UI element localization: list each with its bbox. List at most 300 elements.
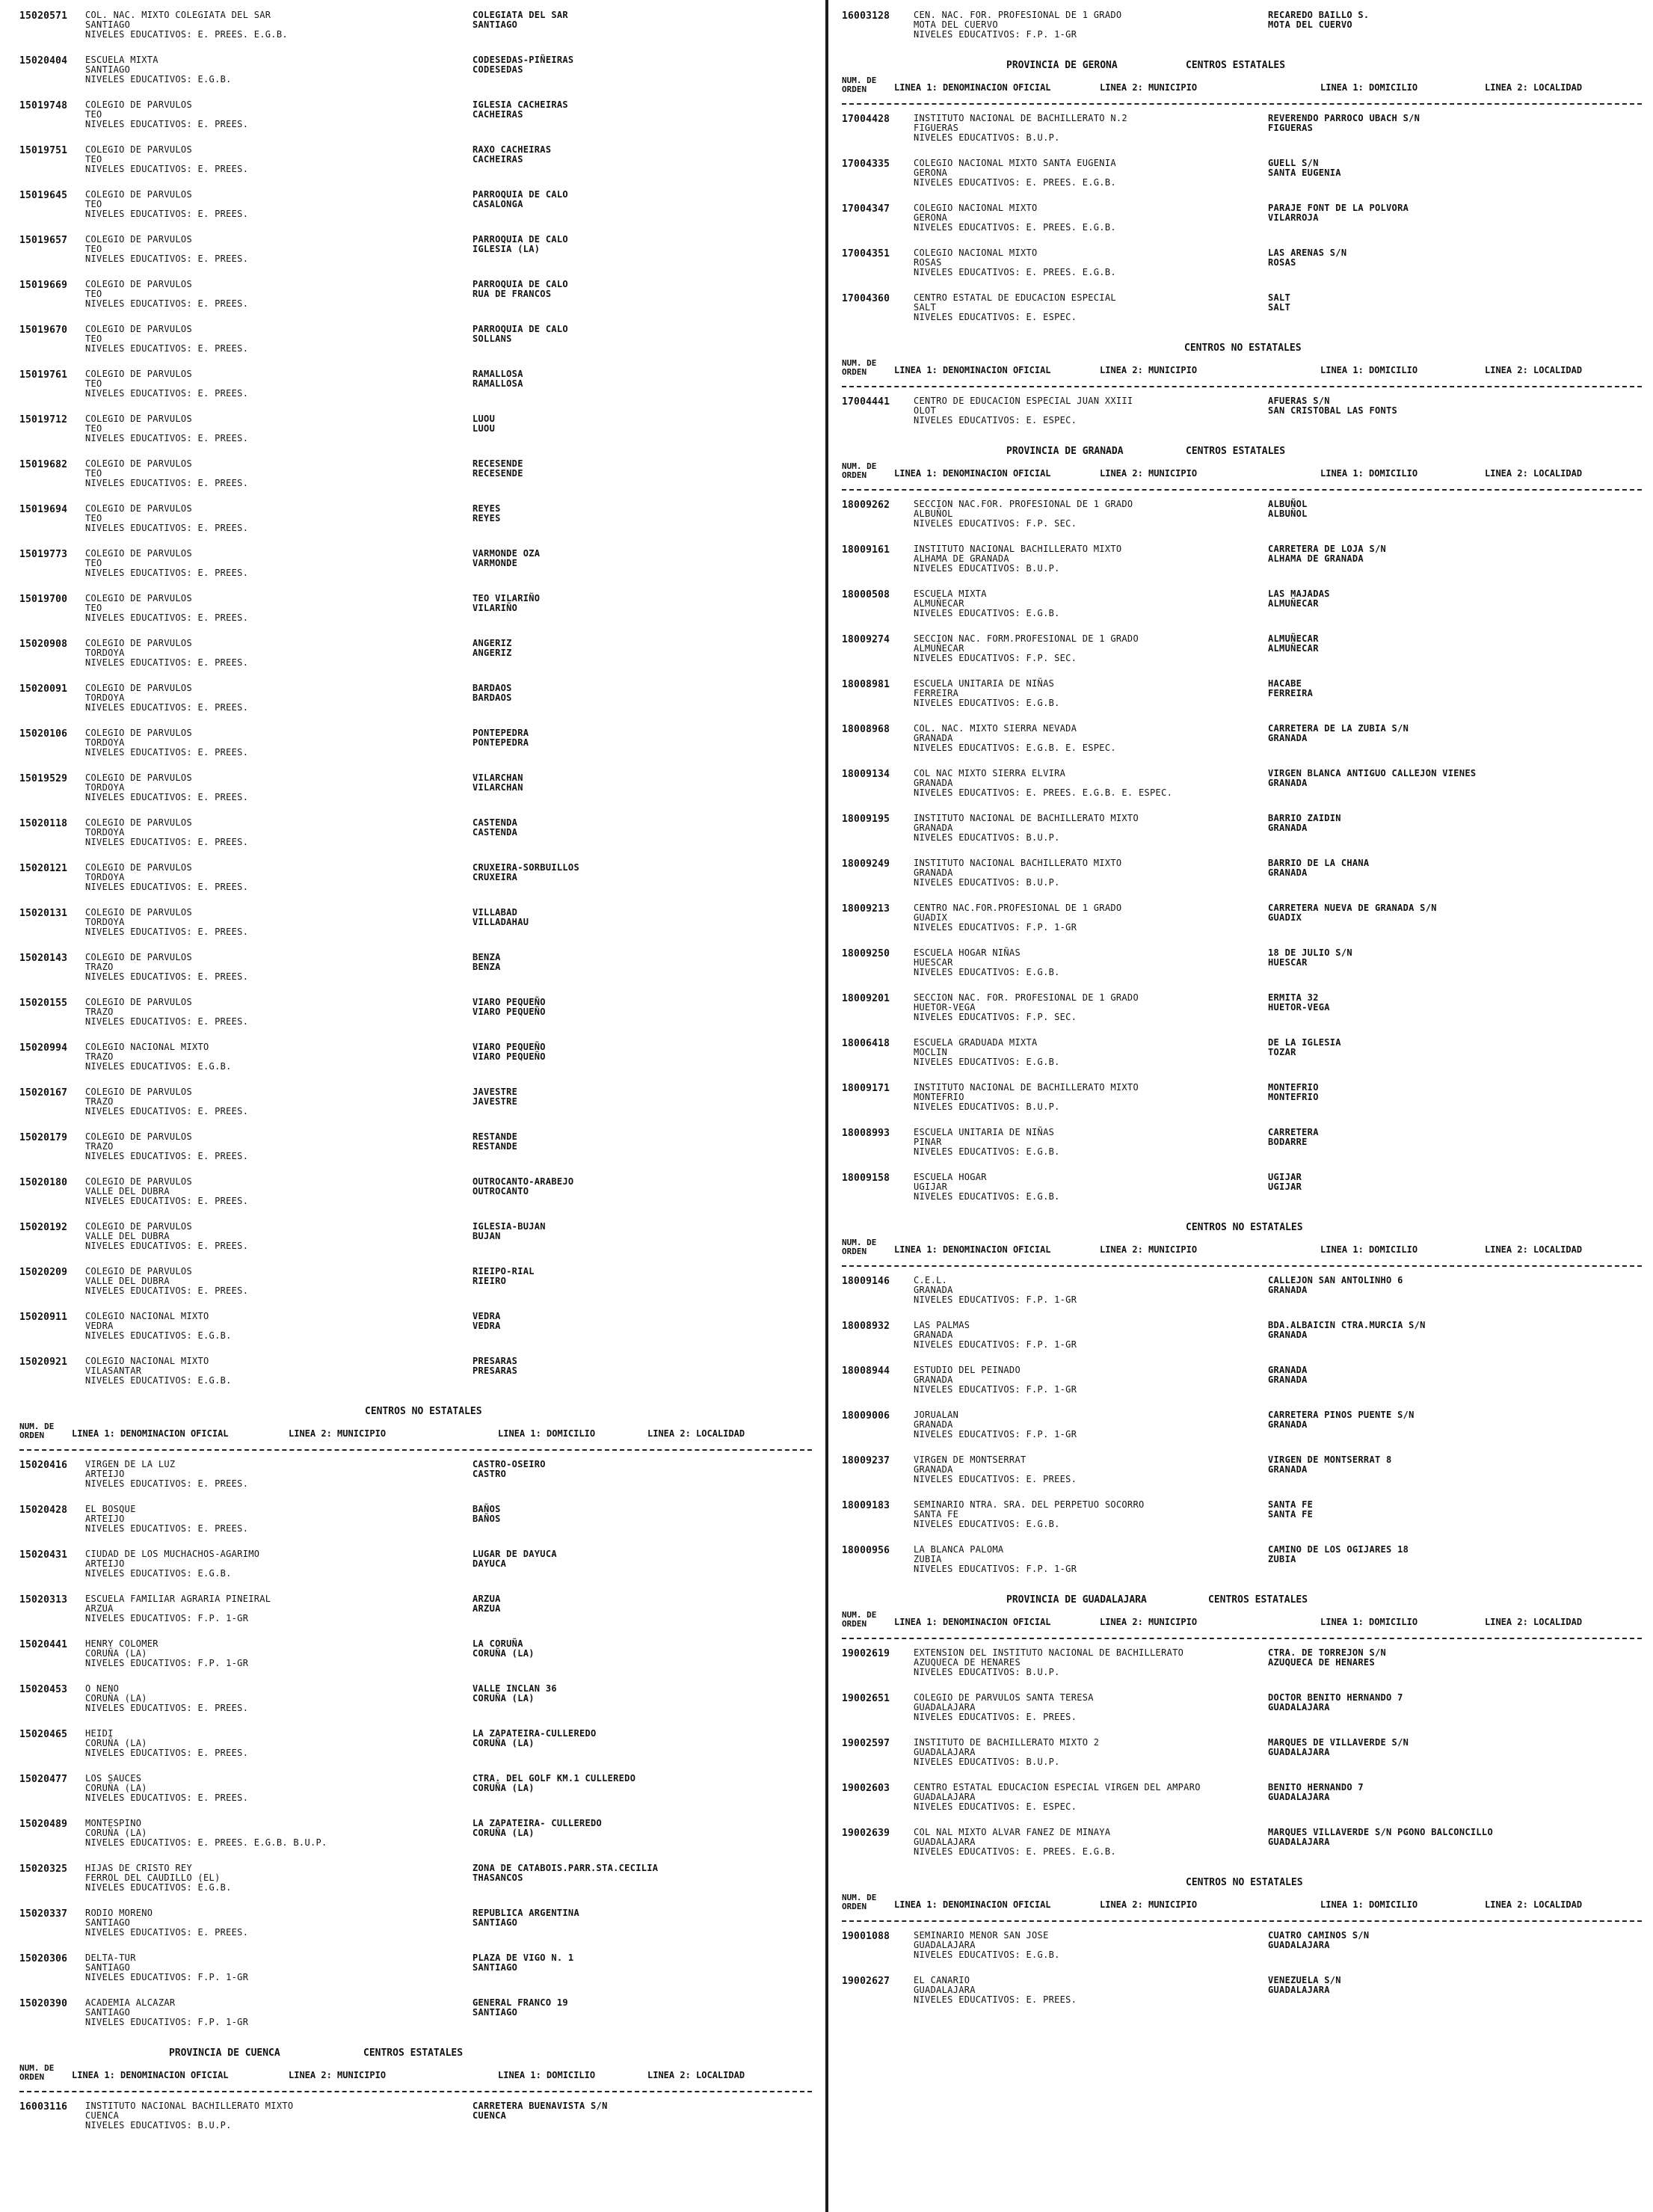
list-item bbox=[19, 1312, 812, 1357]
entry-name: ESCUELA UNITARIA DE NIÑAS PINAR NIVELES EDUCATIVOS: E.G.B. bbox=[914, 1127, 1060, 1157]
list-item bbox=[842, 634, 1642, 679]
list-item bbox=[19, 863, 812, 908]
entry-address: MONTEFRIO MONTEFRIO bbox=[1268, 1082, 1319, 1102]
header-num-orden: NUM. DE ORDEN bbox=[19, 1422, 55, 1440]
list-item bbox=[19, 1684, 812, 1729]
list-item bbox=[19, 1505, 812, 1549]
entry-name: VIRGEN DE LA LUZ ARTEIJO NIVELES EDUCATIVOS: E. PREES. bbox=[85, 1459, 249, 1489]
entry-address: CARRETERA BUENAVISTA S/N CUENCA bbox=[472, 2101, 608, 2121]
list-item bbox=[19, 1222, 812, 1267]
list-item bbox=[842, 1693, 1642, 1738]
list-item bbox=[19, 1357, 812, 1401]
guadalajara-no-estatales-list bbox=[842, 1931, 1642, 2021]
entry-code: 15020453 bbox=[19, 1684, 68, 1695]
entry-name: COL. NAC. MIXTO SIERRA NEVADA GRANADA NIVELES EDUCATIVOS: E.G.B. E. ESPEC. bbox=[914, 723, 1116, 753]
entry-address: BARRIO DE LA CHANA GRANADA bbox=[1268, 858, 1370, 878]
list-item bbox=[842, 1410, 1642, 1455]
list-item bbox=[842, 1321, 1642, 1365]
entry-address: 18 DE JULIO S/N HUESCAR bbox=[1268, 947, 1352, 968]
entry-name: COLEGIO DE PARVULOS VALLE DEL DUBRA NIVELES EDUCATIVOS: E. PREES. bbox=[85, 1266, 249, 1296]
entry-address: RECESENDE RECESENDE bbox=[472, 458, 523, 479]
entry-address: VILLABAD VILLADAHAU bbox=[472, 907, 529, 927]
list-item bbox=[842, 248, 1642, 293]
entry-code: 18008968 bbox=[842, 724, 890, 735]
entry-name: INSTITUTO NACIONAL BACHILLERATO MIXTO CUENCA NIVELES EDUCATIVOS: B.U.P. bbox=[85, 2101, 294, 2130]
entry-code: 15019529 bbox=[19, 773, 68, 784]
column-header-row bbox=[842, 75, 1642, 105]
entry-name: COLEGIO NACIONAL MIXTO TRAZO NIVELES EDUCATIVOS: E.G.B. bbox=[85, 1042, 232, 1072]
entry-address: DOCTOR BENITO HERNANDO 7 GUADALAJARA bbox=[1268, 1692, 1403, 1712]
entry-name: LA BLANCA PALOMA ZUBIA NIVELES EDUCATIVOS: F.P. 1-GR bbox=[914, 1544, 1077, 1574]
entry-address: LUOU LUOU bbox=[472, 414, 496, 434]
list-item bbox=[842, 948, 1642, 993]
header-linea2-municipio: LINEA 2: MUNICIPIO bbox=[1100, 365, 1198, 375]
entry-code: 15019748 bbox=[19, 100, 68, 111]
list-item bbox=[842, 1545, 1642, 1590]
gerona-no-estatales-list bbox=[842, 396, 1642, 441]
entry-address: VIRGEN BLANCA ANTIGUO CALLEJON VIENES GRANADA bbox=[1268, 768, 1477, 788]
entry-address: BARRIO ZAIDIN GRANADA bbox=[1268, 813, 1341, 833]
entry-address: VEDRA VEDRA bbox=[472, 1311, 501, 1331]
entry-address: GRANADA GRANADA bbox=[1268, 1365, 1308, 1385]
entry-name: ESCUELA UNITARIA DE NIÑAS FERREIRA NIVELES EDUCATIVOS: E.G.B. bbox=[914, 678, 1060, 708]
entry-address: CUATRO CAMINOS S/N GUADALAJARA bbox=[1268, 1930, 1370, 1950]
entry-code: 18009183 bbox=[842, 1500, 890, 1511]
entry-address: IGLESIA CACHEIRAS CACHEIRAS bbox=[472, 99, 568, 120]
entry-name: COLEGIO DE PARVULOS TEO NIVELES EDUCATIVOS: E. PREES. bbox=[85, 234, 249, 264]
list-item bbox=[842, 1173, 1642, 1217]
entry-code: 15020477 bbox=[19, 1774, 68, 1785]
list-item bbox=[842, 293, 1642, 338]
gerona-estatales-list bbox=[842, 114, 1642, 338]
section-title bbox=[842, 1217, 1642, 1237]
list-item bbox=[842, 1976, 1642, 2021]
entry-code: 15019645 bbox=[19, 190, 68, 201]
entry-address: IGLESIA-BUJAN BUJAN bbox=[472, 1221, 546, 1241]
list-item bbox=[19, 773, 812, 818]
entry-code: 15019694 bbox=[19, 504, 68, 515]
list-item bbox=[19, 1953, 812, 1998]
entry-address: ALMUÑECAR ALMUÑECAR bbox=[1268, 633, 1319, 654]
entry-address: HACABE FERREIRA bbox=[1268, 678, 1314, 698]
list-item bbox=[842, 1828, 1642, 1872]
list-item bbox=[19, 504, 812, 549]
entry-name: COLEGIO DE PARVULOS TEO NIVELES EDUCATIVOS: E. PREES. bbox=[85, 279, 249, 309]
right-column bbox=[842, 10, 1642, 2021]
entry-code: 15020431 bbox=[19, 1549, 68, 1561]
list-item bbox=[19, 145, 812, 190]
entry-name: CENTRO ESTATAL EDUCACION ESPECIAL VIRGEN DEL AMPARO GUADALAJARA NIVELES EDUCATIVOS: E. ESPEC. bbox=[914, 1782, 1201, 1812]
entry-name: SEMINARIO MENOR SAN JOSE GUADALAJARA NIVELES EDUCATIVOS: E.G.B. bbox=[914, 1930, 1060, 1960]
entry-name: COLEGIO DE PARVULOS TEO NIVELES EDUCATIVOS: E. PREES. bbox=[85, 503, 249, 533]
entry-name: INSTITUTO NACIONAL BACHILLERATO MIXTO GRANADA NIVELES EDUCATIVOS: B.U.P. bbox=[914, 858, 1122, 888]
entry-address: BAÑOS BAÑOS bbox=[472, 1504, 501, 1524]
entry-code: 17004441 bbox=[842, 396, 890, 408]
header-linea2-localidad: LINEA 2: LOCALIDAD bbox=[1485, 1617, 1583, 1627]
entry-name: CEN. NAC. FOR. PROFESIONAL DE 1 GRADO MOTA DEL CUERVO NIVELES EDUCATIVOS: F.P. 1-GR bbox=[914, 10, 1122, 40]
list-item bbox=[19, 1132, 812, 1177]
list-item bbox=[19, 414, 812, 459]
entry-code: 18009274 bbox=[842, 634, 890, 645]
list-item bbox=[842, 858, 1642, 903]
entry-address: OUTROCANTO-ARABEJO OUTROCANTO bbox=[472, 1176, 574, 1196]
header-linea2-localidad: LINEA 2: LOCALIDAD bbox=[1485, 468, 1583, 479]
entry-address: JAVESTRE JAVESTRE bbox=[472, 1087, 518, 1107]
entry-code: 18008981 bbox=[842, 679, 890, 690]
entry-name: HIJAS DE CRISTO REY FERROL DEL CAUDILLO (EL) NIVELES EDUCATIVOS: E.G.B. bbox=[85, 1863, 232, 1893]
header-linea1-domicilio: LINEA 1: DOMICILIO bbox=[1320, 1617, 1418, 1627]
entry-name: COLEGIO DE PARVULOS TORDOYA NIVELES EDUCATIVOS: E. PREES. bbox=[85, 728, 249, 758]
entry-name: COLEGIO DE PARVULOS TEO NIVELES EDUCATIVOS: E. PREES. bbox=[85, 369, 249, 399]
header-linea1-domicilio: LINEA 1: DOMICILIO bbox=[1320, 365, 1418, 375]
entry-address: VALLE INCLAN 36 CORUÑA (LA) bbox=[472, 1683, 557, 1703]
entry-address: ZONA DE CATABOIS.PARR.STA.CECILIA THASANCOS bbox=[472, 1863, 659, 1883]
granada-no-estatales-list bbox=[842, 1276, 1642, 1590]
entry-address: REPUBLICA ARGENTINA SANTIAGO bbox=[472, 1908, 579, 1928]
list-item bbox=[19, 1594, 812, 1639]
left-entry-list bbox=[19, 10, 812, 1401]
left-cuenca-list bbox=[19, 2101, 812, 2146]
list-item bbox=[19, 10, 812, 55]
entry-address: CARRETERA BODARRE bbox=[1268, 1127, 1319, 1147]
entry-address: UGIJAR UGIJAR bbox=[1268, 1172, 1302, 1192]
list-item bbox=[19, 55, 812, 100]
entry-name: ESTUDIO DEL PEINADO GRANADA NIVELES EDUCATIVOS: F.P. 1-GR bbox=[914, 1365, 1077, 1395]
list-item bbox=[842, 769, 1642, 814]
list-item bbox=[19, 1460, 812, 1505]
entry-name: COLEGIO DE PARVULOS TRAZO NIVELES EDUCATIVOS: E. PREES. bbox=[85, 952, 249, 982]
list-item bbox=[19, 190, 812, 235]
list-item bbox=[842, 1648, 1642, 1693]
entry-code: 15020306 bbox=[19, 1953, 68, 1964]
header-linea1-denominacion: LINEA 1: DENOMINACION OFICIAL bbox=[894, 365, 1051, 375]
entry-code: 15020143 bbox=[19, 953, 68, 964]
entry-code: 18009213 bbox=[842, 903, 890, 915]
entry-address: PARAJE FONT DE LA POLVORA VILARROJA bbox=[1268, 203, 1409, 223]
entry-address: ERMITA 32 HUETOR-VEGA bbox=[1268, 992, 1330, 1013]
section-label: CENTROS NO ESTATALES bbox=[365, 1406, 482, 1417]
entry-name: ESCUELA MIXTA ALMUÑECAR NIVELES EDUCATIVOS: E.G.B. bbox=[914, 589, 1060, 618]
entry-code: 15020994 bbox=[19, 1042, 68, 1054]
header-num-orden: NUM. DE ORDEN bbox=[842, 1238, 877, 1256]
entry-name: COLEGIO NACIONAL MIXTO VEDRA NIVELES EDUCATIVOS: E.G.B. bbox=[85, 1311, 232, 1341]
entry-code: 18008932 bbox=[842, 1321, 890, 1332]
list-item bbox=[19, 235, 812, 280]
entry-code: 18009171 bbox=[842, 1083, 890, 1094]
header-num-orden: NUM. DE ORDEN bbox=[842, 1893, 877, 1911]
entry-code: 18009249 bbox=[842, 858, 890, 870]
header-linea2-municipio: LINEA 2: MUNICIPIO bbox=[1100, 82, 1198, 93]
section-label: CENTROS ESTATALES bbox=[1186, 446, 1286, 457]
entry-code: 19002639 bbox=[842, 1828, 890, 1839]
entry-code: 17004335 bbox=[842, 159, 890, 170]
entry-code: 18009237 bbox=[842, 1455, 890, 1466]
left-column bbox=[19, 10, 812, 2146]
entry-code: 18006418 bbox=[842, 1038, 890, 1049]
entry-address: VARMONDE OZA VARMONDE bbox=[472, 548, 541, 568]
section-label: CENTROS ESTATALES bbox=[1186, 60, 1286, 71]
entry-name: ESCUELA FAMILIAR AGRARIA PINEIRAL ARZUA NIVELES EDUCATIVOS: F.P. 1-GR bbox=[85, 1594, 271, 1623]
header-linea1-denominacion: LINEA 1: DENOMINACION OFICIAL bbox=[894, 1244, 1051, 1255]
entry-name: JORUALAN GRANADA NIVELES EDUCATIVOS: F.P. 1-GR bbox=[914, 1410, 1077, 1440]
entry-code: 15019670 bbox=[19, 325, 68, 336]
province-label: PROVINCIA DE GUADALAJARA bbox=[1006, 1594, 1147, 1606]
entry-name: CENTRO NAC.FOR.PROFESIONAL DE 1 GRADO GUADIX NIVELES EDUCATIVOS: F.P. 1-GR bbox=[914, 903, 1122, 933]
entry-name: CIUDAD DE LOS MUCHACHOS-AGARIMO ARTEIJO NIVELES EDUCATIVOS: E.G.B. bbox=[85, 1549, 260, 1579]
section-label: CENTROS ESTATALES bbox=[1208, 1594, 1308, 1606]
column-header-row bbox=[842, 1237, 1642, 1267]
list-item bbox=[842, 1500, 1642, 1545]
header-linea1-domicilio: LINEA 1: DOMICILIO bbox=[1320, 1899, 1418, 1910]
entry-name: HENRY COLOMER CORUÑA (LA) NIVELES EDUCATIVOS: F.P. 1-GR bbox=[85, 1638, 249, 1668]
entry-code: 15020337 bbox=[19, 1908, 68, 1920]
list-item bbox=[19, 100, 812, 145]
entry-code: 15020911 bbox=[19, 1312, 68, 1323]
list-item bbox=[19, 594, 812, 639]
entry-address: LA ZAPATEIRA- CULLEREDO CORUÑA (LA) bbox=[472, 1818, 603, 1838]
list-item bbox=[842, 396, 1642, 441]
header-linea1-domicilio: LINEA 1: DOMICILIO bbox=[498, 1428, 596, 1439]
entry-name: HEIDI CORUÑA (LA) NIVELES EDUCATIVOS: E. PREES. bbox=[85, 1728, 249, 1758]
entry-name: COLEGIO DE PARVULOS TORDOYA NIVELES EDUCATIVOS: E. PREES. bbox=[85, 907, 249, 937]
header-num-orden: NUM. DE ORDEN bbox=[19, 2063, 55, 2082]
list-item bbox=[842, 679, 1642, 724]
left-no-estatales-list bbox=[19, 1460, 812, 2043]
entry-code: 15020121 bbox=[19, 863, 68, 874]
entry-address: CARRETERA DE LA ZUBIA S/N GRANADA bbox=[1268, 723, 1409, 743]
header-linea2-localidad: LINEA 2: LOCALIDAD bbox=[1485, 82, 1583, 93]
header-linea2-localidad: LINEA 2: LOCALIDAD bbox=[1485, 365, 1583, 375]
entry-address: VILARCHAN VILARCHAN bbox=[472, 772, 523, 793]
list-item bbox=[842, 500, 1642, 544]
entry-code: 19002603 bbox=[842, 1783, 890, 1794]
entry-code: 15020155 bbox=[19, 998, 68, 1009]
entry-address: CASTENDA CASTENDA bbox=[472, 817, 518, 838]
entry-code: 18008944 bbox=[842, 1365, 890, 1377]
entry-code: 17004347 bbox=[842, 203, 890, 215]
entry-address: VIRGEN DE MONTSERRAT 8 GRANADA bbox=[1268, 1454, 1392, 1475]
header-linea2-localidad: LINEA 2: LOCALIDAD bbox=[647, 2070, 745, 2080]
entry-code: 19002651 bbox=[842, 1693, 890, 1704]
entry-code: 15020180 bbox=[19, 1177, 68, 1188]
entry-name: DELTA-TUR SANTIAGO NIVELES EDUCATIVOS: F.P. 1-GR bbox=[85, 1953, 249, 1982]
entry-code: 15020209 bbox=[19, 1267, 68, 1278]
right-entry-list bbox=[842, 10, 1642, 55]
entry-code: 18000508 bbox=[842, 589, 890, 600]
entry-name: EL BOSQUE ARTEIJO NIVELES EDUCATIVOS: E. PREES. bbox=[85, 1504, 249, 1534]
entry-name: ESCUELA HOGAR UGIJAR NIVELES EDUCATIVOS: E.G.B. bbox=[914, 1172, 1060, 1202]
entry-address: PLAZA DE VIGO N. 1 SANTIAGO bbox=[472, 1953, 574, 1973]
entry-name: COLEGIO NACIONAL MIXTO GERONA NIVELES EDUCATIVOS: E. PREES. E.G.B. bbox=[914, 203, 1116, 233]
list-item bbox=[19, 1177, 812, 1222]
entry-code: 15020441 bbox=[19, 1639, 68, 1650]
section-title bbox=[19, 2043, 812, 2062]
entry-address: VENEZUELA S/N GUADALAJARA bbox=[1268, 1975, 1341, 1995]
list-item bbox=[842, 724, 1642, 769]
entry-name: SEMINARIO NTRA. SRA. DEL PERPETUO SOCORRO SANTA FE NIVELES EDUCATIVOS: E.G.B. bbox=[914, 1499, 1145, 1529]
entry-code: 19001088 bbox=[842, 1931, 890, 1942]
list-item bbox=[19, 683, 812, 728]
entry-name: ESCUELA MIXTA SANTIAGO NIVELES EDUCATIVOS: E.G.B. bbox=[85, 55, 232, 85]
list-item bbox=[842, 1783, 1642, 1828]
entry-code: 15020167 bbox=[19, 1087, 68, 1099]
entry-name: ESCUELA GRADUADA MIXTA MOCLIN NIVELES EDUCATIVOS: E.G.B. bbox=[914, 1037, 1060, 1067]
list-item bbox=[19, 1549, 812, 1594]
entry-address: PARROQUIA DE CALO CASALONGA bbox=[472, 189, 568, 209]
entry-address: MARQUES DE VILLAVERDE S/N GUADALAJARA bbox=[1268, 1737, 1409, 1757]
entry-name: COLEGIO DE PARVULOS TEO NIVELES EDUCATIVOS: E. PREES. bbox=[85, 324, 249, 354]
list-item bbox=[842, 1365, 1642, 1410]
entry-code: 15020325 bbox=[19, 1864, 68, 1875]
entry-name: CENTRO ESTATAL DE EDUCACION ESPECIAL SALT NIVELES EDUCATIVOS: E. ESPEC. bbox=[914, 292, 1116, 322]
entry-name: COLEGIO NACIONAL MIXTO VILASANTAR NIVELES EDUCATIVOS: E.G.B. bbox=[85, 1356, 232, 1386]
entry-code: 15020465 bbox=[19, 1729, 68, 1740]
list-item bbox=[19, 908, 812, 953]
entry-code: 18009134 bbox=[842, 769, 890, 780]
entry-address: BDA.ALBAICIN CTRA.MURCIA S/N GRANADA bbox=[1268, 1320, 1426, 1340]
entry-name: COLEGIO DE PARVULOS TEO NIVELES EDUCATIVOS: E. PREES. bbox=[85, 414, 249, 443]
entry-code: 18008993 bbox=[842, 1128, 890, 1139]
entry-name: COL. NAC. MIXTO COLEGIATA DEL SAR SANTIAGO NIVELES EDUCATIVOS: E. PREES. E.G.B. bbox=[85, 10, 288, 40]
entry-name: SECCION NAC. FOR. PROFESIONAL DE 1 GRADO HUETOR-VEGA NIVELES EDUCATIVOS: F.P. SEC. bbox=[914, 992, 1139, 1022]
entry-code: 16003128 bbox=[842, 10, 890, 22]
header-linea1-domicilio: LINEA 1: DOMICILIO bbox=[498, 2070, 596, 2080]
entry-code: 18009201 bbox=[842, 993, 890, 1004]
entry-name: O NENO CORUÑA (LA) NIVELES EDUCATIVOS: E. PREES. bbox=[85, 1683, 249, 1713]
entry-name: COLEGIO DE PARVULOS SANTA TERESA GUADALAJARA NIVELES EDUCATIVOS: E. PREES. bbox=[914, 1692, 1094, 1722]
entry-address: GENERAL FRANCO 19 SANTIAGO bbox=[472, 1997, 568, 2018]
list-item bbox=[842, 1128, 1642, 1173]
entry-code: 16003116 bbox=[19, 2101, 68, 2113]
entry-name: RODIO MORENO SANTIAGO NIVELES EDUCATIVOS: E. PREES. bbox=[85, 1908, 249, 1938]
entry-address: VIARO PEQUEÑO VIARO PEQUEÑO bbox=[472, 997, 546, 1017]
list-item bbox=[842, 159, 1642, 203]
entry-code: 15020416 bbox=[19, 1460, 68, 1471]
entry-address: PARROQUIA DE CALO SOLLANS bbox=[472, 324, 568, 344]
list-item bbox=[842, 10, 1642, 55]
entry-name: COLEGIO DE PARVULOS VALLE DEL DUBRA NIVELES EDUCATIVOS: E. PREES. bbox=[85, 1221, 249, 1251]
entry-name: COLEGIO DE PARVULOS TRAZO NIVELES EDUCATIVOS: E. PREES. bbox=[85, 1087, 249, 1116]
entry-code: 15020131 bbox=[19, 908, 68, 919]
column-header-row bbox=[842, 1892, 1642, 1922]
entry-code: 19002597 bbox=[842, 1738, 890, 1749]
entry-address: LAS ARENAS S/N ROSAS bbox=[1268, 248, 1347, 268]
entry-address: REVERENDO PARROCO UBACH S/N FIGUERAS bbox=[1268, 113, 1420, 133]
entry-code: 15020091 bbox=[19, 683, 68, 695]
entry-name: ESCUELA HOGAR NIÑAS HUESCAR NIVELES EDUCATIVOS: E.G.B. bbox=[914, 947, 1060, 977]
entry-name: COLEGIO DE PARVULOS TORDOYA NIVELES EDUCATIVOS: E. PREES. bbox=[85, 817, 249, 847]
entry-address: CODESEDAS-PIÑEIRAS CODESEDAS bbox=[472, 55, 574, 75]
guadalajara-estatales-list bbox=[842, 1648, 1642, 1872]
entry-address: COLEGIATA DEL SAR SANTIAGO bbox=[472, 10, 568, 30]
entry-code: 15020390 bbox=[19, 1998, 68, 2009]
header-linea1-denominacion: LINEA 1: DENOMINACION OFICIAL bbox=[894, 1899, 1051, 1910]
entry-code: 17004360 bbox=[842, 293, 890, 304]
entry-name: INSTITUTO DE BACHILLERATO MIXTO 2 GUADALAJARA NIVELES EDUCATIVOS: B.U.P. bbox=[914, 1737, 1100, 1767]
header-linea2-municipio: LINEA 2: MUNICIPIO bbox=[1100, 1899, 1198, 1910]
entry-code: 15020571 bbox=[19, 10, 68, 22]
list-item bbox=[19, 1729, 812, 1774]
list-item bbox=[19, 998, 812, 1042]
province-label: PROVINCIA DE CUENCA bbox=[169, 2047, 280, 2059]
header-linea2-municipio: LINEA 2: MUNICIPIO bbox=[1100, 468, 1198, 479]
entry-code: 19002619 bbox=[842, 1648, 890, 1659]
header-num-orden: NUM. DE ORDEN bbox=[842, 1610, 877, 1629]
list-item bbox=[842, 203, 1642, 248]
entry-name: COL NAL MIXTO ALVAR FANEZ DE MINAYA GUADALAJARA NIVELES EDUCATIVOS: E. PREES. E.G.B. bbox=[914, 1827, 1116, 1857]
column-header-row bbox=[19, 1421, 812, 1451]
entry-name: INSTITUTO NACIONAL DE BACHILLERATO MIXTO GRANADA NIVELES EDUCATIVOS: B.U.P. bbox=[914, 813, 1139, 843]
entry-code: 18009146 bbox=[842, 1276, 890, 1287]
entry-address: RAXO CACHEIRAS CACHEIRAS bbox=[472, 144, 552, 165]
entry-address: CARRETERA NUEVA DE GRANADA S/N GUADIX bbox=[1268, 903, 1437, 923]
entry-code: 15020192 bbox=[19, 1222, 68, 1233]
list-item bbox=[842, 1738, 1642, 1783]
entry-name: COLEGIO DE PARVULOS TORDOYA NIVELES EDUCATIVOS: E. PREES. bbox=[85, 683, 249, 713]
list-item bbox=[19, 549, 812, 594]
header-linea1-denominacion: LINEA 1: DENOMINACION OFICIAL bbox=[894, 82, 1051, 93]
entry-address: DE LA IGLESIA TOZAR bbox=[1268, 1037, 1341, 1057]
list-item bbox=[842, 544, 1642, 589]
list-item bbox=[19, 1908, 812, 1953]
header-linea2-localidad: LINEA 2: LOCALIDAD bbox=[1485, 1244, 1583, 1255]
entry-name: COL NAC MIXTO SIERRA ELVIRA GRANADA NIVELES EDUCATIVOS: E. PREES. E.G.B. E. ESPEC. bbox=[914, 768, 1173, 798]
entry-code: 19002627 bbox=[842, 1976, 890, 1987]
entry-address: RESTANDE RESTANDE bbox=[472, 1131, 518, 1152]
entry-address: SALT SALT bbox=[1268, 292, 1291, 313]
list-item bbox=[19, 459, 812, 504]
entry-code: 15020908 bbox=[19, 639, 68, 650]
entry-code: 15020489 bbox=[19, 1819, 68, 1830]
entry-name: COLEGIO DE PARVULOS VALLE DEL DUBRA NIVELES EDUCATIVOS: E. PREES. bbox=[85, 1176, 249, 1206]
column-header-row bbox=[842, 461, 1642, 491]
entry-address: CARRETERA PINOS PUENTE S/N GRANADA bbox=[1268, 1410, 1415, 1430]
entry-code: 15020428 bbox=[19, 1505, 68, 1516]
entry-code: 15019751 bbox=[19, 145, 68, 156]
entry-name: COLEGIO DE PARVULOS TRAZO NIVELES EDUCATIVOS: E. PREES. bbox=[85, 1131, 249, 1161]
list-item bbox=[19, 1639, 812, 1684]
entry-address: RECAREDO BAILLO S. MOTA DEL CUERVO bbox=[1268, 10, 1370, 30]
list-item bbox=[19, 1864, 812, 1908]
header-linea1-domicilio: LINEA 1: DOMICILIO bbox=[1320, 82, 1418, 93]
entry-name: COLEGIO DE PARVULOS TORDOYA NIVELES EDUCATIVOS: E. PREES. bbox=[85, 772, 249, 802]
entry-name: C.E.L. GRANADA NIVELES EDUCATIVOS: F.P. 1-GR bbox=[914, 1275, 1077, 1305]
entry-name: COLEGIO DE PARVULOS TEO NIVELES EDUCATIVOS: E. PREES. bbox=[85, 548, 249, 578]
entry-name: COLEGIO DE PARVULOS TEO NIVELES EDUCATIVOS: E. PREES. bbox=[85, 189, 249, 219]
header-linea1-denominacion: LINEA 1: DENOMINACION OFICIAL bbox=[72, 2070, 229, 2080]
section-title bbox=[842, 55, 1642, 75]
list-item bbox=[842, 1083, 1642, 1128]
entry-name: CENTRO DE EDUCACION ESPECIAL JUAN XXIII OLOT NIVELES EDUCATIVOS: E. ESPEC. bbox=[914, 396, 1133, 425]
entry-name: COLEGIO DE PARVULOS TEO NIVELES EDUCATIVOS: E. PREES. bbox=[85, 593, 249, 623]
entry-name: LOS SAUCES CORUÑA (LA) NIVELES EDUCATIVOS: E. PREES. bbox=[85, 1773, 249, 1803]
list-item bbox=[19, 639, 812, 683]
section-label: CENTROS NO ESTATALES bbox=[1184, 342, 1302, 354]
entry-name: LAS PALMAS GRANADA NIVELES EDUCATIVOS: F.P. 1-GR bbox=[914, 1320, 1077, 1350]
list-item bbox=[19, 1774, 812, 1819]
list-item bbox=[19, 1998, 812, 2043]
entry-code: 15020118 bbox=[19, 818, 68, 829]
entry-code: 18000956 bbox=[842, 1545, 890, 1556]
list-item bbox=[842, 903, 1642, 948]
entry-name: COLEGIO DE PARVULOS TRAZO NIVELES EDUCATIVOS: E. PREES. bbox=[85, 997, 249, 1027]
entry-name: INSTITUTO NACIONAL DE BACHILLERATO N.2 FIGUERAS NIVELES EDUCATIVOS: B.U.P. bbox=[914, 113, 1127, 143]
entry-code: 15019773 bbox=[19, 549, 68, 560]
list-item bbox=[842, 114, 1642, 159]
entry-code: 18009158 bbox=[842, 1173, 890, 1184]
entry-address: AFUERAS S/N SAN CRISTOBAL LAS FONTS bbox=[1268, 396, 1398, 416]
entry-name: COLEGIO DE PARVULOS TEO NIVELES EDUCATIVOS: E. PREES. bbox=[85, 458, 249, 488]
